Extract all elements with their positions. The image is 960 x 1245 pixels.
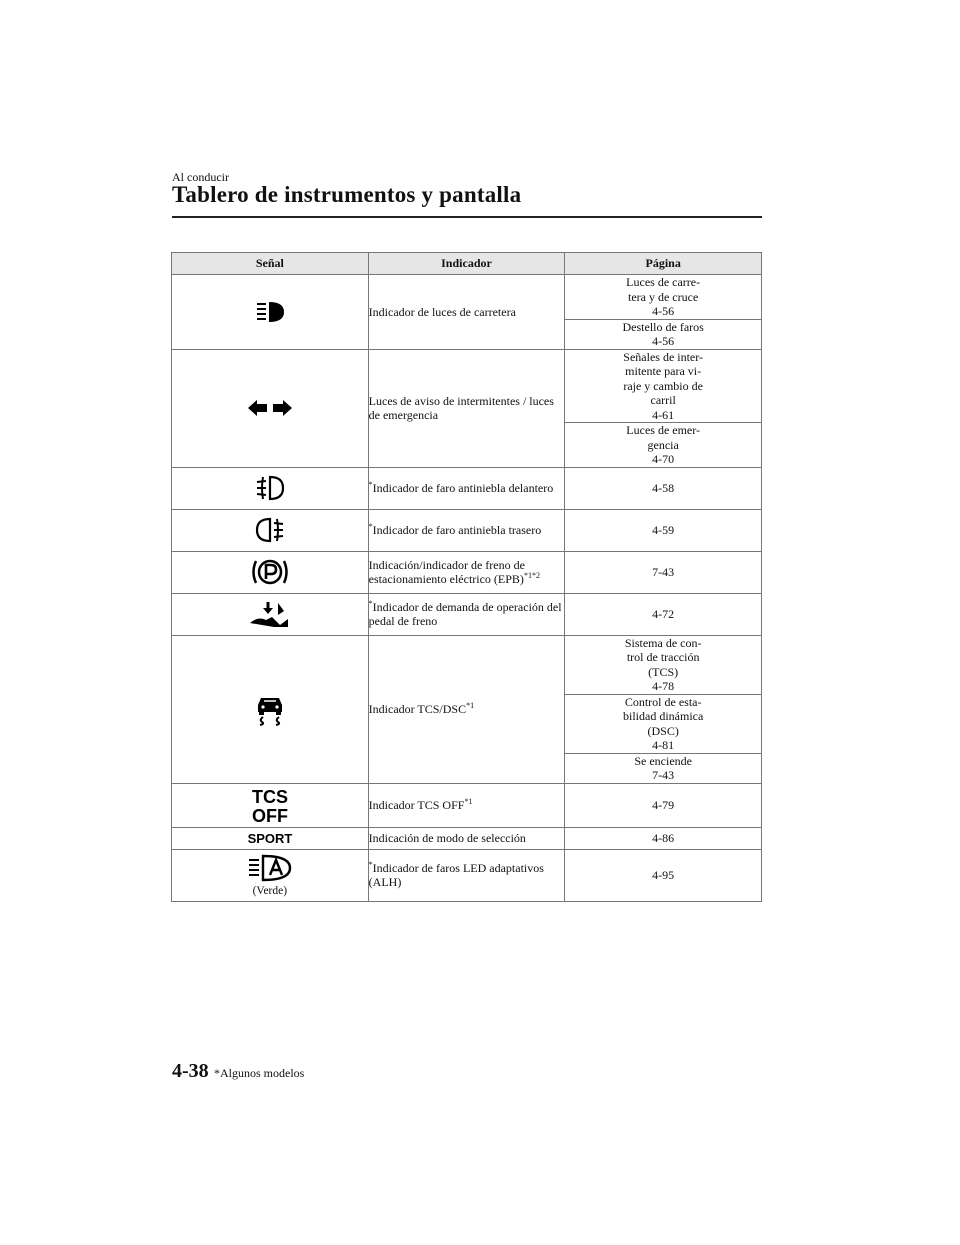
svg-text:OFF: OFF	[251, 806, 288, 824]
table-row	[172, 275, 762, 320]
signal-cell	[172, 467, 369, 509]
title-rule	[172, 216, 762, 218]
page-cell: Luces de emer- gencia 4-70	[565, 423, 762, 468]
page-cell: Destello de faros 4-56	[565, 319, 762, 349]
footnote: *Algunos modelos	[214, 1066, 305, 1080]
sport-icon	[242, 830, 298, 846]
page-cell: 4-58	[565, 467, 762, 509]
indicator-cell: Indicador TCS OFF$^{*1}$	[368, 783, 565, 827]
table-row	[172, 827, 762, 849]
parking-brake-icon	[250, 555, 290, 589]
page-cell: Luces de carre- tera y de cruce 4-56	[565, 275, 762, 320]
high-beam-icon	[254, 299, 286, 325]
tcs-dsc-icon	[254, 692, 286, 726]
indicator-table	[171, 252, 762, 902]
signal-cell	[172, 509, 369, 551]
rear-fog-icon	[254, 514, 286, 546]
page-cell: Control de esta- bilidad dinámica (DSC) 4-81	[565, 694, 762, 753]
indicator-cell: Indicación/indicador de freno de estacionamiento eléctrico (EPB)$^{*1*2}$	[368, 551, 565, 593]
indicator-cell: Indicador de luces de carretera	[368, 275, 565, 350]
header-signal: Señal	[172, 253, 369, 275]
icon-caption: (Verde)	[252, 885, 288, 897]
table-row	[172, 635, 762, 694]
indicator-cell: *Indicador de demanda de operación del pedal de freno	[368, 593, 565, 635]
page-cell: 4-95	[565, 849, 762, 901]
signal-cell	[172, 593, 369, 635]
signal-cell	[172, 849, 369, 901]
page-cell: Señales de inter- mitente para vi- raje y cambio de carril 4-61	[565, 349, 762, 423]
tcs-off-icon	[250, 786, 290, 824]
page-cell: 4-79	[565, 783, 762, 827]
page-cell: 4-86	[565, 827, 762, 849]
signal-cell	[172, 551, 369, 593]
brake-pedal-icon	[248, 599, 292, 629]
table-row	[172, 509, 762, 551]
table-row	[172, 783, 762, 827]
indicator-cell: Indicador TCS/DSC$^{*1}$	[368, 635, 565, 783]
signal-cell	[172, 635, 369, 783]
signal-cell	[172, 275, 369, 350]
svg-text:TCS: TCS	[251, 787, 288, 807]
signal-cell	[172, 827, 369, 849]
table-row	[172, 551, 762, 593]
front-fog-icon	[254, 472, 286, 504]
header-indicator: Indicador	[368, 253, 565, 275]
page-cell: 4-72	[565, 593, 762, 635]
alh-icon	[247, 853, 293, 883]
table-row	[172, 593, 762, 635]
indicator-cell: Indicación de modo de selección	[368, 827, 565, 849]
signal-cell	[172, 349, 369, 467]
indicator-cell: Luces de aviso de intermitentes / luces de emergencia	[368, 349, 565, 467]
table-row	[172, 349, 762, 423]
turn-signal-icon	[247, 398, 293, 418]
svg-text:SPORT: SPORT	[247, 831, 293, 846]
table-header-row	[172, 253, 762, 275]
header-page: Página	[565, 253, 762, 275]
table-row	[172, 467, 762, 509]
section-label: Al conducir	[172, 170, 229, 184]
table-row	[172, 849, 762, 901]
indicator-cell: *Indicador de faro antiniebla delantero	[368, 467, 565, 509]
page-cell: Sistema de con- trol de tracción (TCS) 4-78	[565, 635, 762, 694]
indicator-cell: *Indicador de faros LED adaptativos (ALH)	[368, 849, 565, 901]
page-title: Tablero de instrumentos y pantalla	[172, 182, 522, 207]
page-cell: 7-43	[565, 551, 762, 593]
page-number: 4-38	[172, 1060, 209, 1082]
page-cell: 4-59	[565, 509, 762, 551]
page-cell: Se enciende 7-43	[565, 753, 762, 783]
signal-cell	[172, 783, 369, 827]
indicator-cell: *Indicador de faro antiniebla trasero	[368, 509, 565, 551]
